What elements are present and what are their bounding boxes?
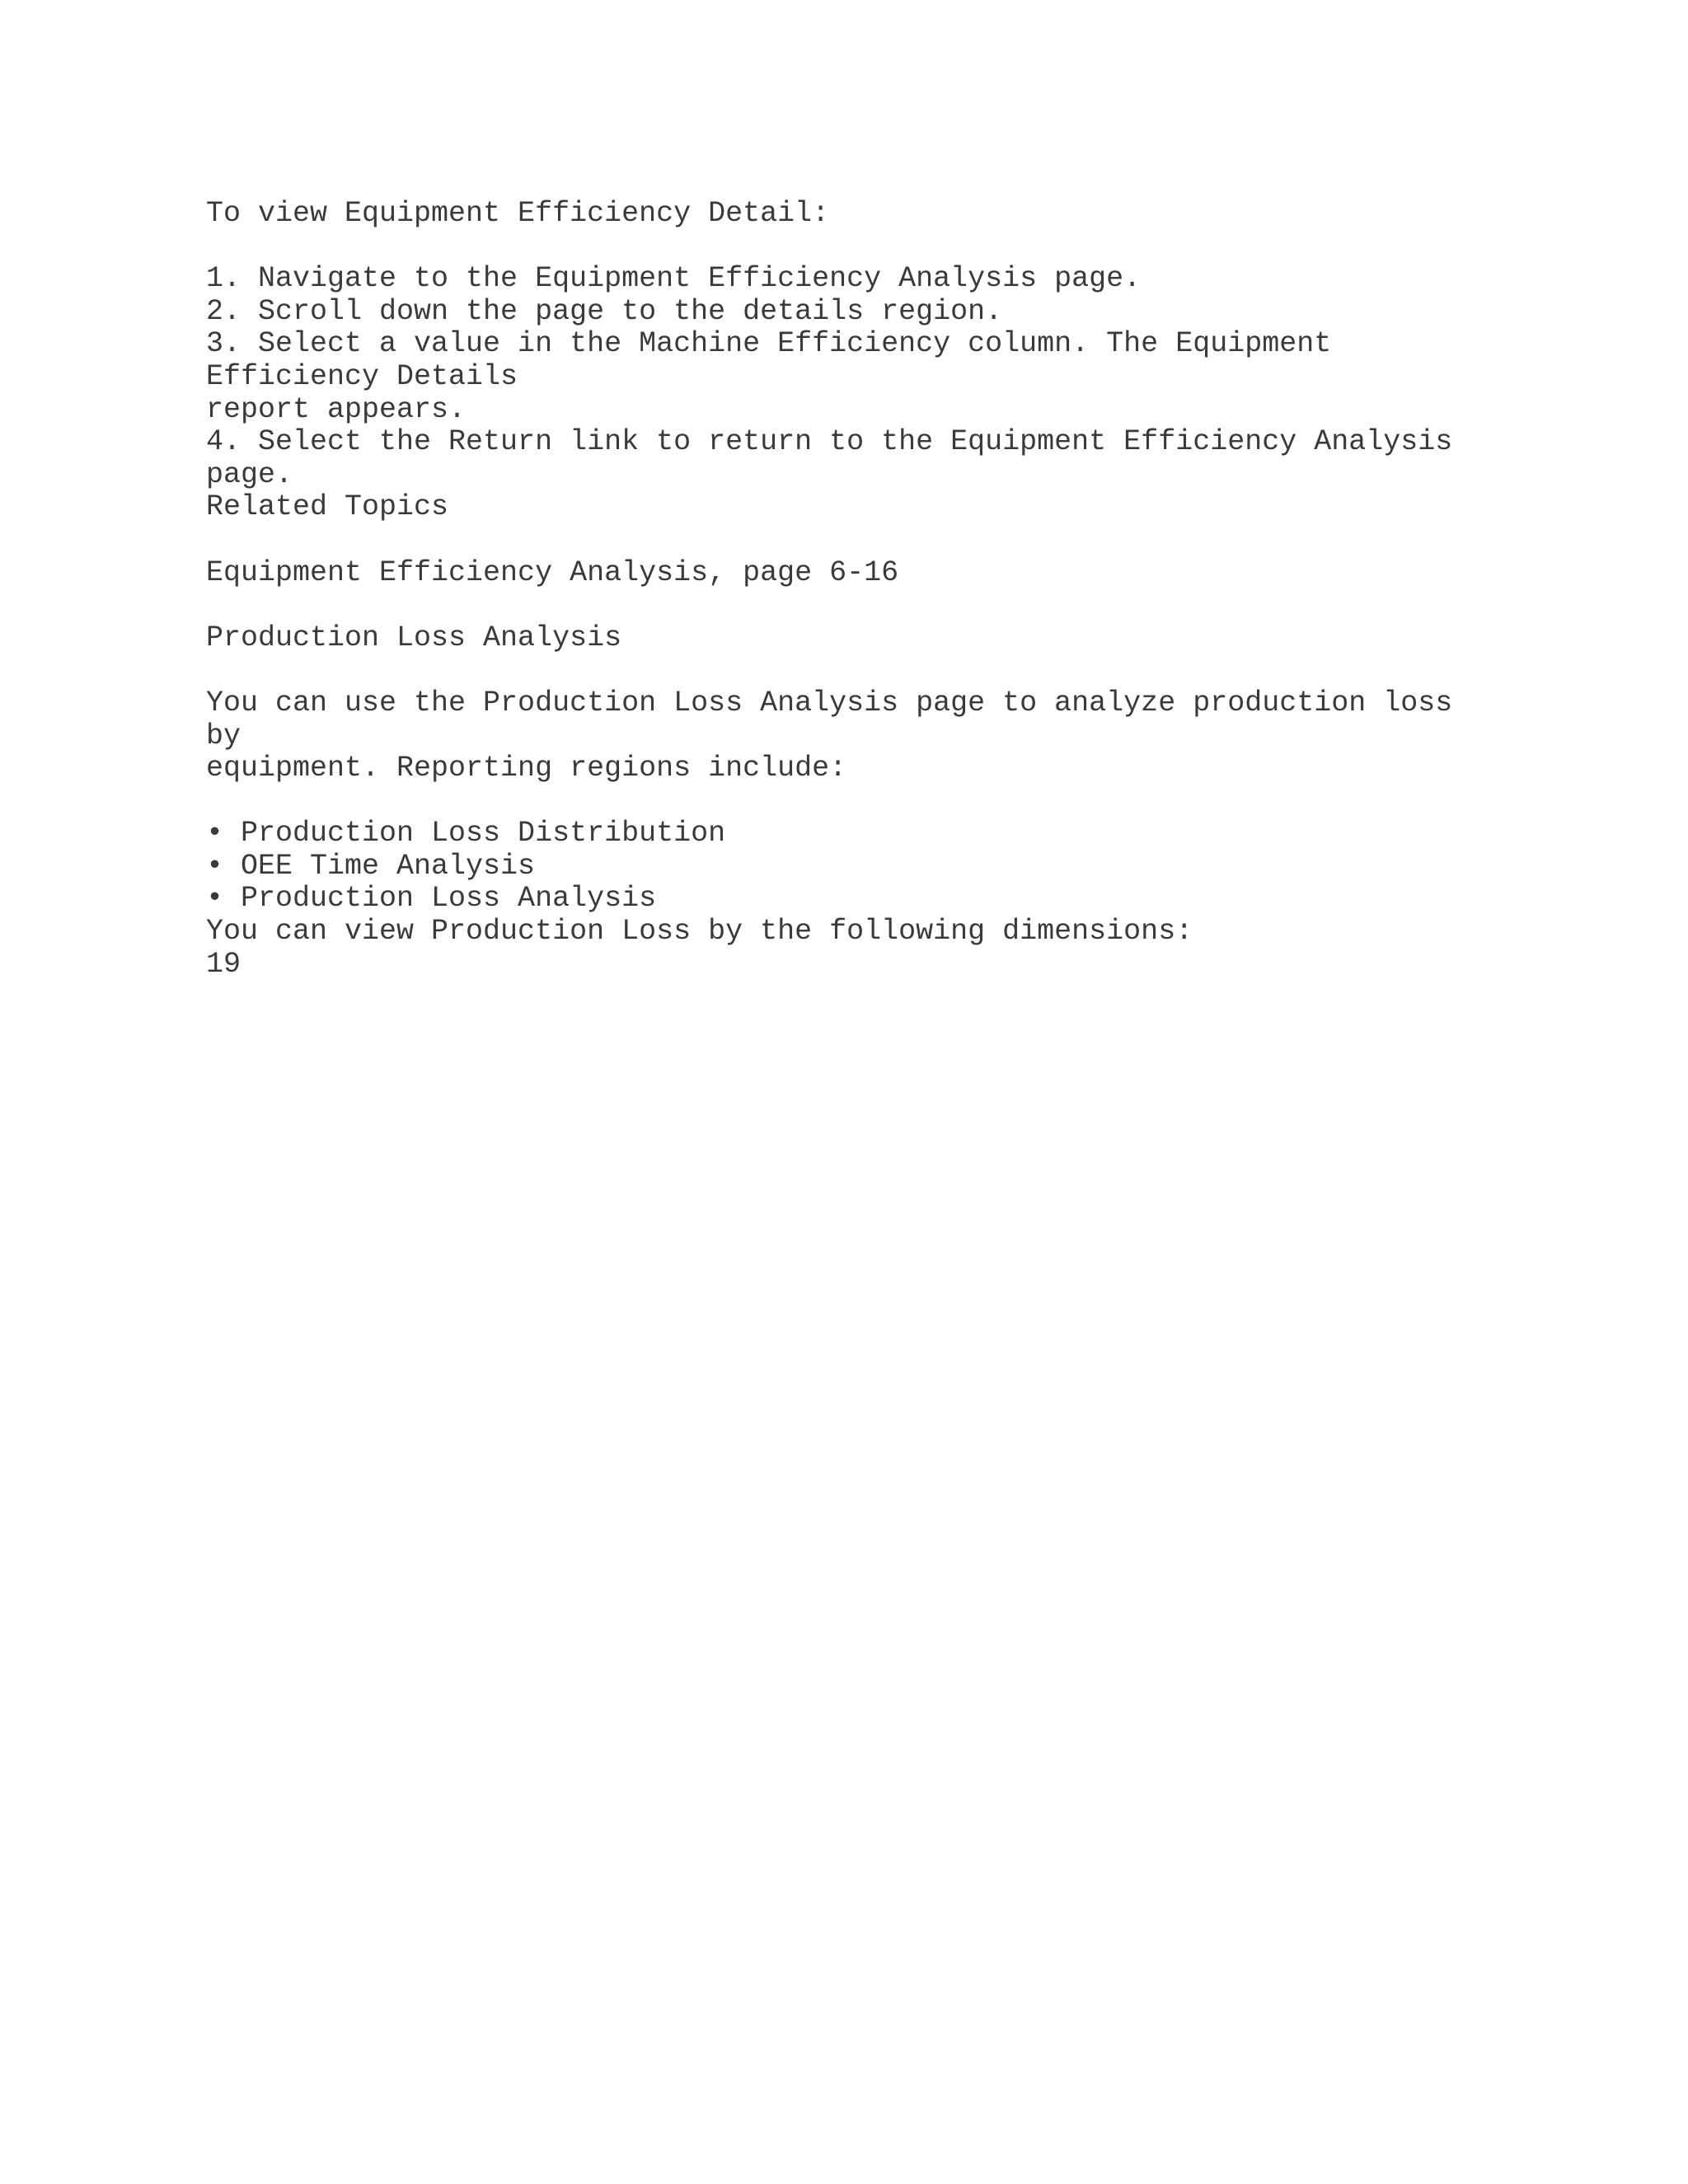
region-item-3: • Production Loss Analysis (206, 882, 657, 916)
intro-heading: To view Equipment Efficiency Detail: (206, 197, 830, 230)
spacer (206, 654, 1525, 687)
spacer (206, 524, 1525, 557)
step-4: 4. Select the Return link to return to the Equipment Efficiency Analysis (206, 425, 1453, 459)
document-body (206, 198, 1525, 981)
section-intro-line-3: equipment. Reporting regions include: (206, 752, 847, 785)
spacer (206, 231, 1525, 264)
step-3: 3. Select a value in the Machine Efficiency column. The Equipment (206, 327, 1332, 361)
step-2: 2. Scroll down the page to the details region. (206, 294, 1003, 328)
related-topics-heading: Related Topics (206, 490, 449, 524)
related-topic-link[interactable]: Equipment Efficiency Analysis, page 6-16 (206, 555, 899, 589)
region-item-2: • OEE Time Analysis (206, 849, 536, 883)
step-1: 1. Navigate to the Equipment Efficiency Analysis page. (206, 262, 1142, 296)
region-item-1: • Production Loss Distribution (206, 817, 726, 851)
dimensions-sentence: You can view Production Loss by the following dimensions: (206, 915, 1193, 949)
spacer (206, 785, 1525, 818)
section-title: Production Loss Analysis (206, 621, 622, 654)
step-3-continued: Efficiency Details (206, 359, 518, 393)
spacer (206, 589, 1525, 622)
step-3-continued-2: report appears. (206, 392, 467, 426)
section-intro-line-1: You can use the Production Loss Analysis page to analyze production loss (206, 686, 1453, 719)
page-number: 19 (206, 947, 241, 981)
section-intro-line-2: by (206, 719, 241, 752)
step-4-continued: page. (206, 457, 293, 491)
